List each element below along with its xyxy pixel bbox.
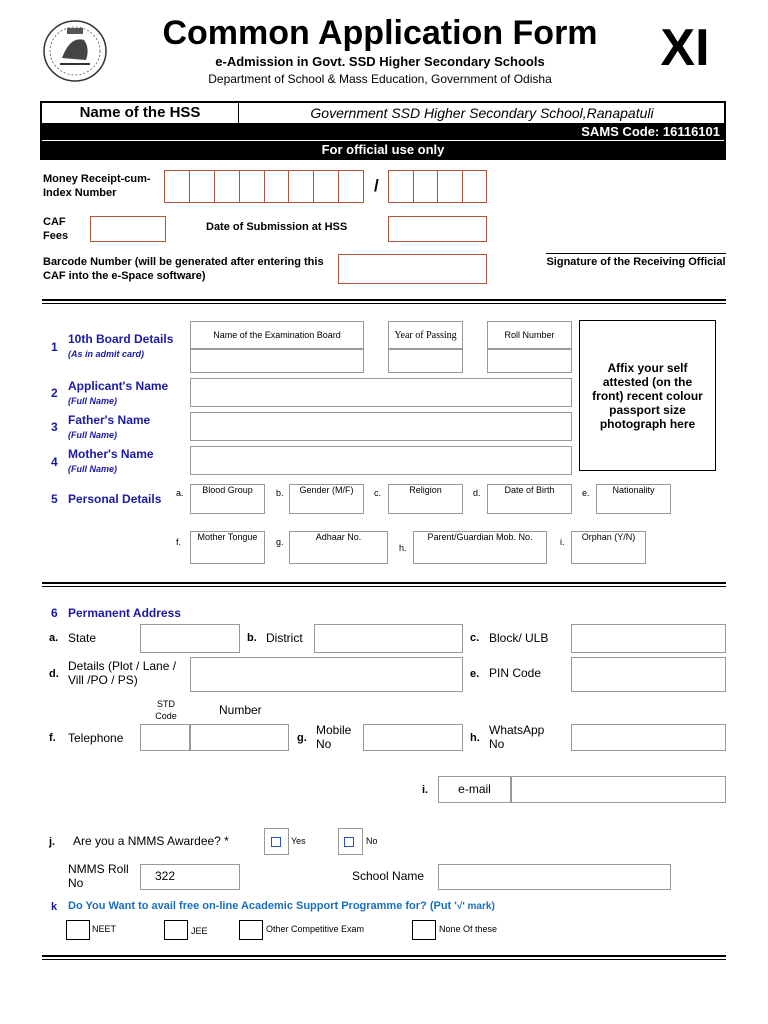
email-input[interactable] [511,776,726,803]
money-receipt-label: Money Receipt-cum-Index Number [43,173,151,199]
section-1-label [68,332,173,360]
letter-c: c. [470,632,480,644]
permanent-address-title: Permanent Address [68,606,181,620]
photo-box[interactable] [579,320,716,471]
divider [42,955,726,960]
state-input[interactable] [140,624,240,653]
official-use-banner: For official use only [42,140,724,158]
state-label: State [68,631,97,645]
dob-field[interactable]: Date of Birth [487,484,572,514]
mobile-input[interactable] [363,724,463,751]
mother-name-sub: (Full Name) [68,464,118,474]
school-name-input[interactable] [438,864,671,890]
father-name-input[interactable] [190,412,572,441]
applicant-name-label: Applicant's Name [68,379,169,393]
details-label: Details (Plot / Lane / Vill /PO / PS) [68,659,177,687]
roll-number-input[interactable] [487,349,572,373]
std-code-label: STD Code [155,699,177,721]
divider [42,582,726,587]
gender-field[interactable]: Gender (M/F) [289,484,364,514]
letter-i: i. [560,537,565,547]
form-subtitle: e-Admission in Govt. SSD Higher Secondary Schools [215,54,545,69]
sams-code: SAMS Code: 16116101 [42,123,724,140]
section-1-number: 1 [51,340,58,354]
pin-input[interactable] [571,657,726,692]
section-5-number: 5 [51,492,58,506]
date-submission-label: Date of Submission at HSS [206,221,348,233]
divider [42,299,726,304]
roll-number-header: Roll Number [487,321,572,349]
section-4-label [68,447,154,475]
orphan-field[interactable]: Orphan (Y/N) [571,531,646,564]
whatsapp-input[interactable] [571,724,726,751]
father-name-label: Father's Name [68,413,151,427]
letter-b: b. [276,488,284,498]
guardian-mobile-field[interactable]: Parent/Guardian Mob. No. [413,531,547,564]
personal-details-label: Personal Details [68,492,162,506]
letter-h: h. [470,732,480,744]
number-label: Number [219,703,262,717]
other-exam-checkbox[interactable] [239,920,263,940]
section-2-number: 2 [51,386,58,400]
slash-separator: / [374,176,379,195]
nmms-roll-label: NMMS Roll No [68,862,129,890]
none-checkbox[interactable] [412,920,436,940]
letter-b: b. [247,632,257,644]
email-label: e-mail [458,782,491,796]
exam-board-header: Name of the Examination Board [190,321,364,349]
letter-a: a. [49,632,59,644]
whatsapp-label: WhatsApp No [489,723,545,751]
letter-c: c. [374,488,382,498]
block-label: Block/ ULB [489,631,549,645]
exam-board-input[interactable] [190,349,364,373]
school-name-label: School Name [352,869,425,883]
nmms-yes-label: Yes [291,836,306,846]
letter-a: a. [176,488,184,498]
nmms-no-checkbox[interactable] [344,837,354,847]
year-passing-input[interactable] [388,349,463,373]
adhaar-field[interactable]: Adhaar No. [289,531,388,564]
none-label: None Of these [439,924,498,934]
date-submission-input[interactable] [388,216,487,242]
block-input[interactable] [571,624,726,653]
letter-i: i. [422,784,429,796]
blood-group-field[interactable]: Blood Group [190,484,265,514]
letter-g: g. [276,537,284,547]
department-label: Department of School & Mass Education, Government of Odisha [208,72,552,86]
details-input[interactable] [190,657,463,692]
religion-field[interactable]: Religion [388,484,463,514]
jee-checkbox[interactable] [164,920,188,940]
nmms-roll-value: 322 [155,869,176,883]
section-3-number: 3 [51,420,58,434]
odisha-emblem-icon [40,18,110,84]
barcode-input[interactable] [338,254,487,284]
form-title: Common Application Form [162,14,598,52]
caf-fees-input[interactable] [90,216,166,242]
telephone-label: Telephone [68,731,124,745]
academic-question-mark: √' mark) [456,901,495,912]
letter-h: h. [399,543,407,553]
letter-e: e. [582,488,590,498]
mother-tongue-field[interactable]: Mother Tongue [190,531,265,564]
letter-d: d. [473,488,481,498]
mother-name-label: Mother's Name [68,447,154,461]
index-number-input[interactable] [388,170,487,203]
letter-k: k [51,901,58,913]
other-exam-label: Other Competitive Exam [266,924,365,934]
barcode-label: Barcode Number (will be generated after entering this CAF into the e-Space software) [43,256,324,282]
signature-line [546,253,726,254]
letter-f: f. [49,732,56,744]
std-code-input[interactable] [140,724,190,751]
mobile-label: Mobile No [316,723,352,751]
hss-name-value[interactable]: Government SSD Higher Secondary School,Ranapatuli [310,105,654,121]
telephone-number-input[interactable] [190,724,289,751]
pin-label: PIN Code [489,666,542,680]
letter-e: e. [470,668,480,680]
letter-j: j. [49,836,56,848]
letter-g: g. [297,732,307,744]
section-4-number: 4 [51,455,58,469]
board-details-sub: (As in admit card) [68,349,145,359]
father-name-sub: (Full Name) [68,430,118,440]
academic-question [68,900,495,912]
nmms-no-label: No [366,836,378,846]
academic-question-text: Do You Want to avail free on-line Academic Support Programme for? (Put ' [68,900,457,912]
letter-d: d. [49,668,59,680]
nmms-question: Are you a NMMS Awardee? * [73,834,229,848]
year-passing-header: Year of Passing [388,321,463,349]
neet-checkbox[interactable] [66,920,90,940]
applicant-name-sub: (Full Name) [68,396,118,406]
district-input[interactable] [314,624,463,653]
section-6-number: 6 [51,606,58,620]
section-2-label [68,379,168,407]
district-label: District [266,631,303,645]
jee-label: JEE [191,926,208,936]
nmms-yes-checkbox[interactable] [271,837,281,847]
mother-name-input[interactable] [190,446,572,475]
nationality-field[interactable]: Nationality [596,484,671,514]
caf-fees-label: CAF Fees [43,216,69,242]
letter-f: f. [176,537,182,547]
hss-name-label: Name of the HSS [42,103,239,123]
class-label: XI [660,19,710,77]
neet-label: NEET [92,924,117,934]
applicant-name-input[interactable] [190,378,572,407]
section-3-label [68,413,150,441]
money-receipt-input[interactable] [164,170,364,203]
signature-label: Signature of the Receiving Official [546,256,726,268]
board-details-label: 10th Board Details [68,332,174,346]
photo-instructions: Affix your self attested (on the front) recent colour passport size photograph here [592,360,703,431]
